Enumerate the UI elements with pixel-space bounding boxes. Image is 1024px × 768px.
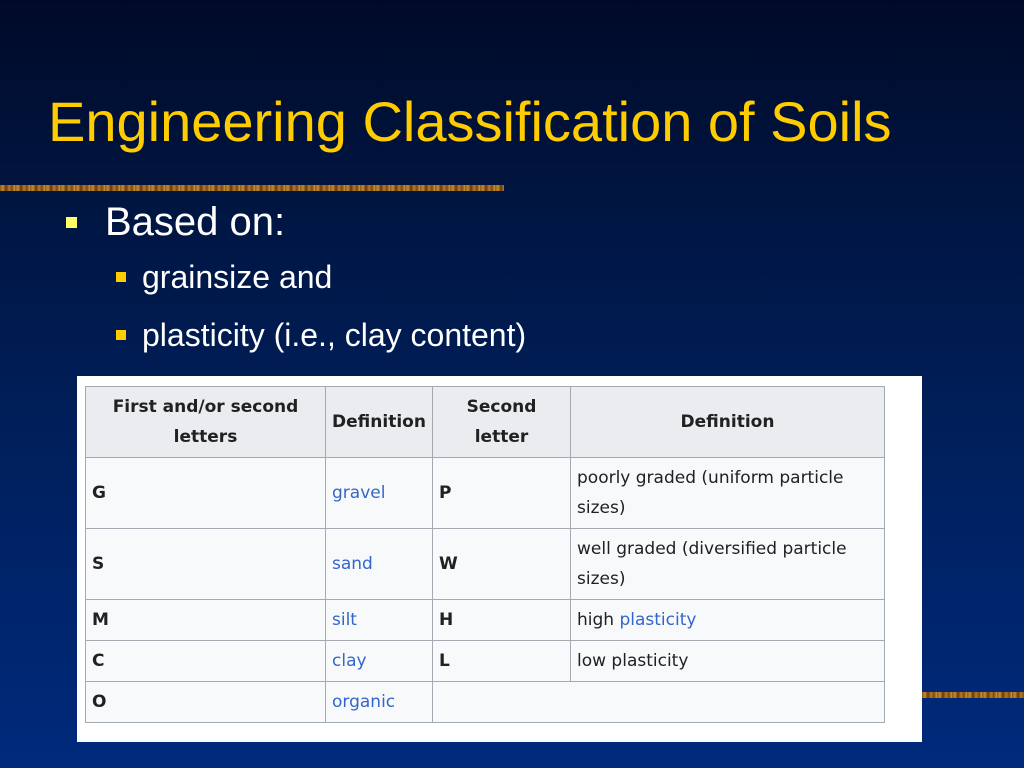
- column-header-definition-2: Definition: [571, 387, 885, 458]
- clay-link[interactable]: clay: [332, 651, 367, 671]
- column-header-letters: First and/or second letters: [86, 387, 326, 458]
- definition-cell: [326, 641, 433, 682]
- letter-code-cell: M: [86, 600, 326, 641]
- table-row: [86, 641, 885, 682]
- sand-link[interactable]: sand: [332, 554, 373, 574]
- square-bullet-icon: [116, 272, 126, 282]
- gravel-link[interactable]: gravel: [332, 483, 386, 503]
- letter-code-cell: G: [86, 458, 326, 529]
- table-row: [86, 682, 885, 723]
- letter-code-cell: O: [86, 682, 326, 723]
- second-letter-cell: H: [433, 600, 571, 641]
- second-definition-cell: low plasticity: [571, 641, 885, 682]
- square-bullet-icon: [116, 330, 126, 340]
- sub-bullet-text: plasticity (i.e., clay content): [142, 316, 527, 353]
- sub-bullet-plasticity: [116, 306, 526, 364]
- table-row: [86, 529, 885, 600]
- letter-code-cell: C: [86, 641, 326, 682]
- definition-text: high: [577, 610, 620, 630]
- soil-classification-table: [85, 386, 885, 723]
- bullet-list: [62, 196, 526, 364]
- plasticity-link[interactable]: plasticity: [619, 610, 697, 630]
- bottom-right-decoration: [922, 692, 1024, 698]
- definition-cell: [326, 600, 433, 641]
- second-letter-cell: W: [433, 529, 571, 600]
- second-letter-cell: P: [433, 458, 571, 529]
- definition-cell: [326, 682, 433, 723]
- second-definition-cell: poorly graded (uniform particle sizes): [571, 458, 885, 529]
- second-letter-cell: L: [433, 641, 571, 682]
- bullet-text: Based on:: [105, 199, 286, 244]
- square-bullet-icon: [66, 217, 77, 228]
- table-header-row: [86, 387, 885, 458]
- organic-link[interactable]: organic: [332, 692, 396, 712]
- empty-cell: [433, 682, 885, 723]
- letter-code-cell: S: [86, 529, 326, 600]
- sub-bullet-grainsize: [116, 248, 526, 306]
- second-definition-cell: [571, 600, 885, 641]
- sub-bullet-text: grainsize and: [142, 258, 333, 295]
- slide-title: Engineering Classification of Soils: [48, 90, 892, 153]
- table-row: [86, 600, 885, 641]
- definition-cell: [326, 529, 433, 600]
- title-underline-decoration: [0, 185, 504, 191]
- table-screenshot-panel: [77, 376, 922, 742]
- table-row: [86, 458, 885, 529]
- silt-link[interactable]: silt: [332, 610, 357, 630]
- bullet-based-on: [62, 196, 526, 248]
- definition-cell: [326, 458, 433, 529]
- column-header-second-letter: Second letter: [433, 387, 571, 458]
- column-header-definition: Definition: [326, 387, 433, 458]
- second-definition-cell: well graded (diversified particle sizes): [571, 529, 885, 600]
